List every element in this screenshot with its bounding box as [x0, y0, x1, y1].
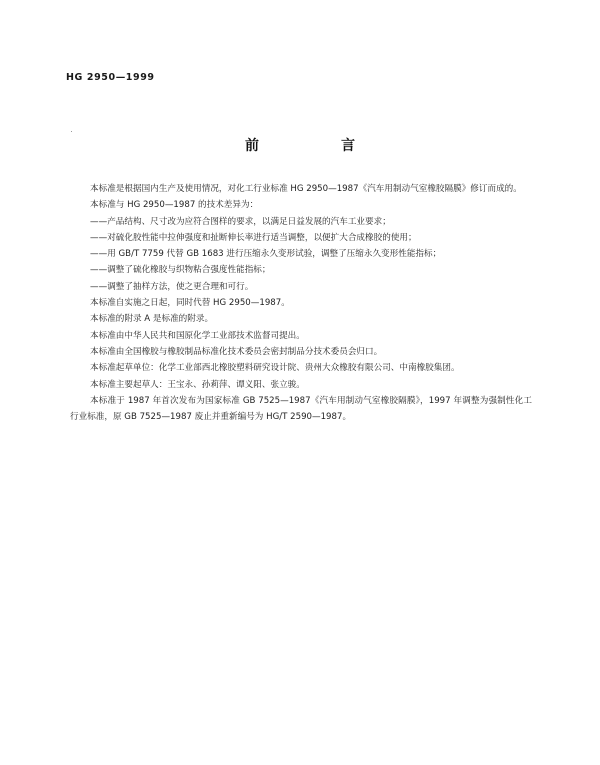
paragraph-technical-committee: 本标准由全国橡胶与橡胶制品标准化技术委员会密封制品分技术委员会归口。: [90, 346, 383, 357]
page-title: 前 言: [245, 138, 389, 154]
paragraph-difference-tensile: ——对硫化胶性能中拉伸强度和扯断伸长率进行适当调整，以便扩大合成橡胶的使用；: [90, 232, 417, 243]
paragraph-drafting-units: 本标准起草单位：化学工业部西北橡胶塑料研究设计院、贵州大众橡胶有限公司、中南橡胶集团。: [90, 363, 460, 374]
scan-speck: [71, 131, 72, 132]
paragraph-difference-compression: ——用 GB/T 7759 代替 GB 1683 进行压缩永久变形试验，调整了压缩永久变形性能指标；: [90, 249, 442, 260]
paragraph-proposed-by: 本标准由中华人民共和国原化学工业部技术监督司提出。: [90, 330, 305, 341]
paragraph-differences-intro: 本标准与 HG 2950—1987 的技术差异为：: [90, 200, 259, 211]
paragraph-replacement: 本标准自实施之日起，同时代替 HG 2950—1987。: [90, 298, 290, 309]
paragraph-drafters: 本标准主要起草人：王宝永、孙莉萍、谭义阳、张立骏。: [90, 379, 305, 390]
paragraph-appendix: 本标准的附录 A 是标准的附录。: [90, 314, 214, 325]
paragraph-revision-basis: 本标准是根据国内生产及使用情况，对化工行业标准 HG 2950—1987《汽车用制动气室橡胶隔膜》修订而成的。: [90, 184, 522, 194]
paragraph-history: 本标准于 1987 年首次发布为国家标准 GB 7525—1987《汽车用制动气室橡胶隔膜》，1997 年调整为强制性化工行业标准，原 GB 7525—1987 废止并重新编号为 HG/T 2590—1987。: [70, 395, 532, 423]
foreword-body: [70, 181, 532, 425]
paragraph-difference-sampling: ——调整了抽样方法，使之更合理和可行。: [90, 281, 254, 292]
paragraph-difference-structure: ——产品结构、尺寸改为应符合图样的要求，以满足日益发展的汽车工业要求；: [90, 216, 391, 227]
standard-code: HG 2950—1999: [66, 72, 155, 83]
paragraph-difference-adhesion: ——调整了硫化橡胶与织物粘合强度性能指标；: [90, 265, 271, 276]
